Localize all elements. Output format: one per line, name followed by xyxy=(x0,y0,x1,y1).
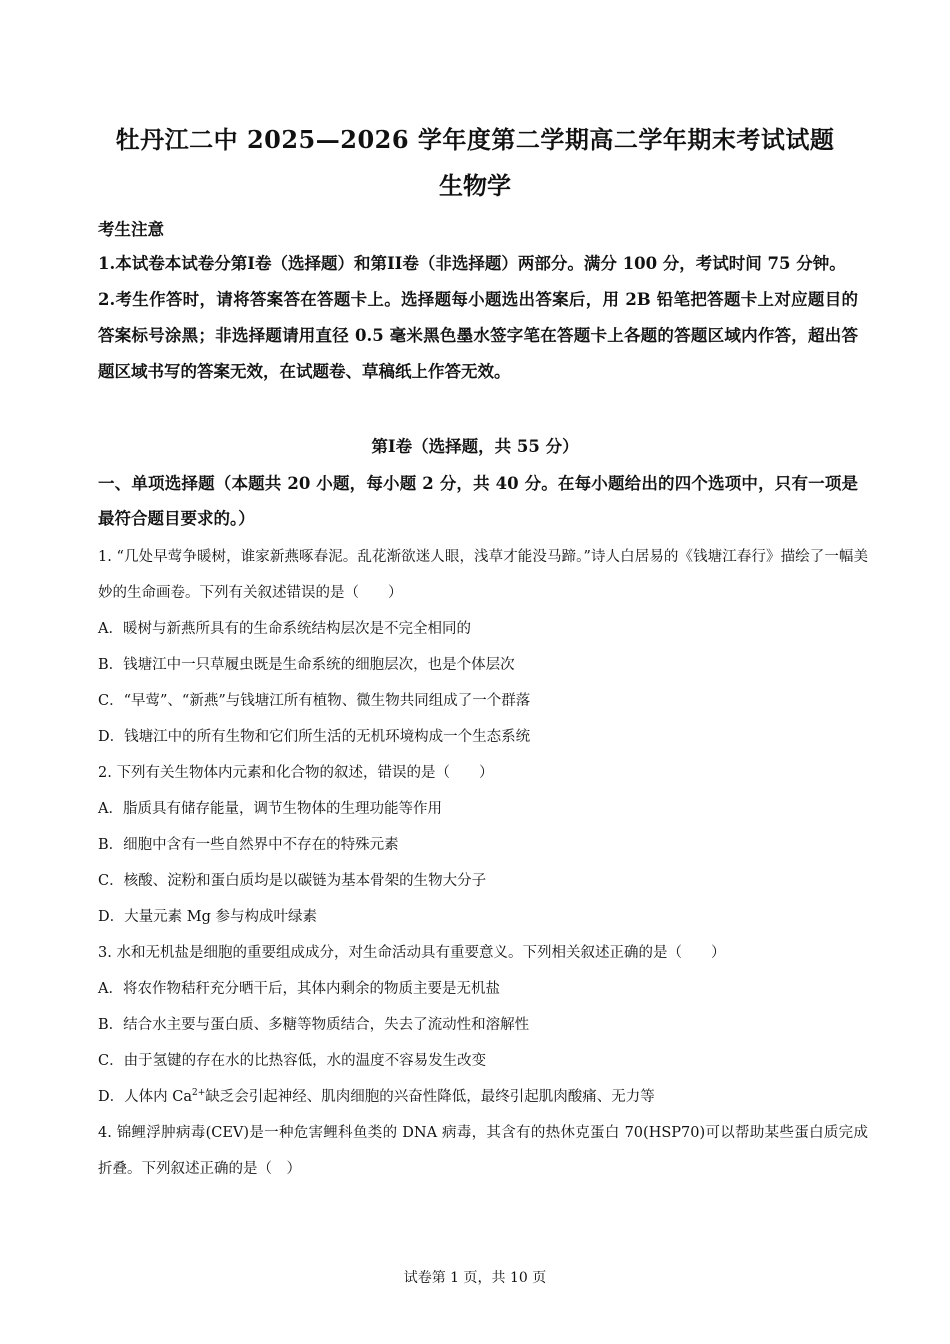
option-a: A．将农作物秸秆充分晒干后，其体内剩余的物质主要是无机盐 xyxy=(98,981,500,997)
note-item: 1.本试卷本试卷分第I卷（选择题）和第II卷（非选择题）两部分。满分 100 分，考试时间 75 分钟。 xyxy=(98,254,846,273)
candidate-notes xyxy=(98,214,858,390)
option-d xyxy=(98,1079,868,1115)
option-c: C．核酸、淀粉和蛋白质均是以碳链为基本骨架的生物大分子 xyxy=(98,873,487,889)
question-stem: 3. 水和无机盐是细胞的重要组成成分，对生命活动具有重要意义。下列相关叙述正确的是（ ） xyxy=(98,945,726,961)
option-a: A．暖树与新燕所具有的生命系统结构层次是不完全相同的 xyxy=(98,621,471,637)
option-c: C．由于氢键的存在水的比热容低，水的温度不容易发生改变 xyxy=(98,1053,487,1069)
question-stem: 1. “几处早莺争暖树，谁家新燕啄春泥。乱花渐欲迷人眼，浅草才能没马蹄。”诗人白居易的《钱塘江春行》描绘了一幅美妙的生命画卷。下列有关叙述错误的是（ ） xyxy=(98,549,868,601)
notes-heading: 考生注意 xyxy=(98,220,164,239)
option-b: B．钱塘江中一只草履虫既是生命系统的细胞层次，也是个体层次 xyxy=(98,657,515,673)
option-c: C．“早莺”、“新燕”与钱塘江所有植物、微生物共同组成了一个群落 xyxy=(98,693,531,709)
question-2 xyxy=(98,755,868,935)
option-d-suffix: 缺乏会引起神经、肌肉细胞的兴奋性降低，最终引起肌肉酸痛、无力等 xyxy=(205,1089,655,1105)
question-3 xyxy=(98,935,868,1115)
option-d: D．钱塘江中的所有生物和它们所生活的无机环境构成一个生态系统 xyxy=(98,729,531,745)
option-d-prefix: D．人体内 Ca xyxy=(98,1089,192,1105)
ion-charge-superscript: 2+ xyxy=(191,1088,206,1099)
question-stem: 2. 下列有关生物体内元素和化合物的叙述，错误的是（ ） xyxy=(98,765,494,781)
question-list xyxy=(98,539,868,1187)
part1-heading: 第I卷（选择题，共 55 分） xyxy=(371,437,579,456)
option-d: D．大量元素 Mg 参与构成叶绿素 xyxy=(98,909,317,925)
option-a: A．脂质具有储存能量，调节生物体的生理功能等作用 xyxy=(98,801,442,817)
question-1 xyxy=(98,539,868,755)
page-footer: 试卷第 1 页，共 10 页 xyxy=(403,1270,547,1286)
exam-title: 牡丹江二中 2025—2026 学年度第二学期高二学年期末考试试题 xyxy=(115,125,835,154)
subject-title: 生物学 xyxy=(439,171,511,200)
question-4 xyxy=(98,1115,868,1187)
note-item: 2.考生作答时，请将答案答在答题卡上。选择题每小题选出答案后，用 2B 铅笔把答题卡上对应题目的答案标号涂黑；非选择题请用直径 0.5 毫米黑色墨水签字笔在答题卡上各题的答题区域内作答，超出答题区域书写的答案无效，在试题卷、草稿纸上作答无效。 xyxy=(98,290,858,381)
question-stem: 4. 锦鲤浮肿病毒(CEV)是一种危害鲤科鱼类的 DNA 病毒，其含有的热休克蛋白 70(HSP70)可以帮助某些蛋白质完成折叠。下列叙述正确的是（ ） xyxy=(98,1125,868,1177)
option-b: B．结合水主要与蛋白质、多糖等物质结合，失去了流动性和溶解性 xyxy=(98,1017,530,1033)
section-single-choice-heading: 一、单项选择题（本题共 20 小题，每小题 2 分，共 40 分。在每小题给出的四个选项中，只有一项是最符合题目要求的。） xyxy=(98,474,858,528)
option-b: B．细胞中含有一些自然界中不存在的特殊元素 xyxy=(98,837,399,853)
